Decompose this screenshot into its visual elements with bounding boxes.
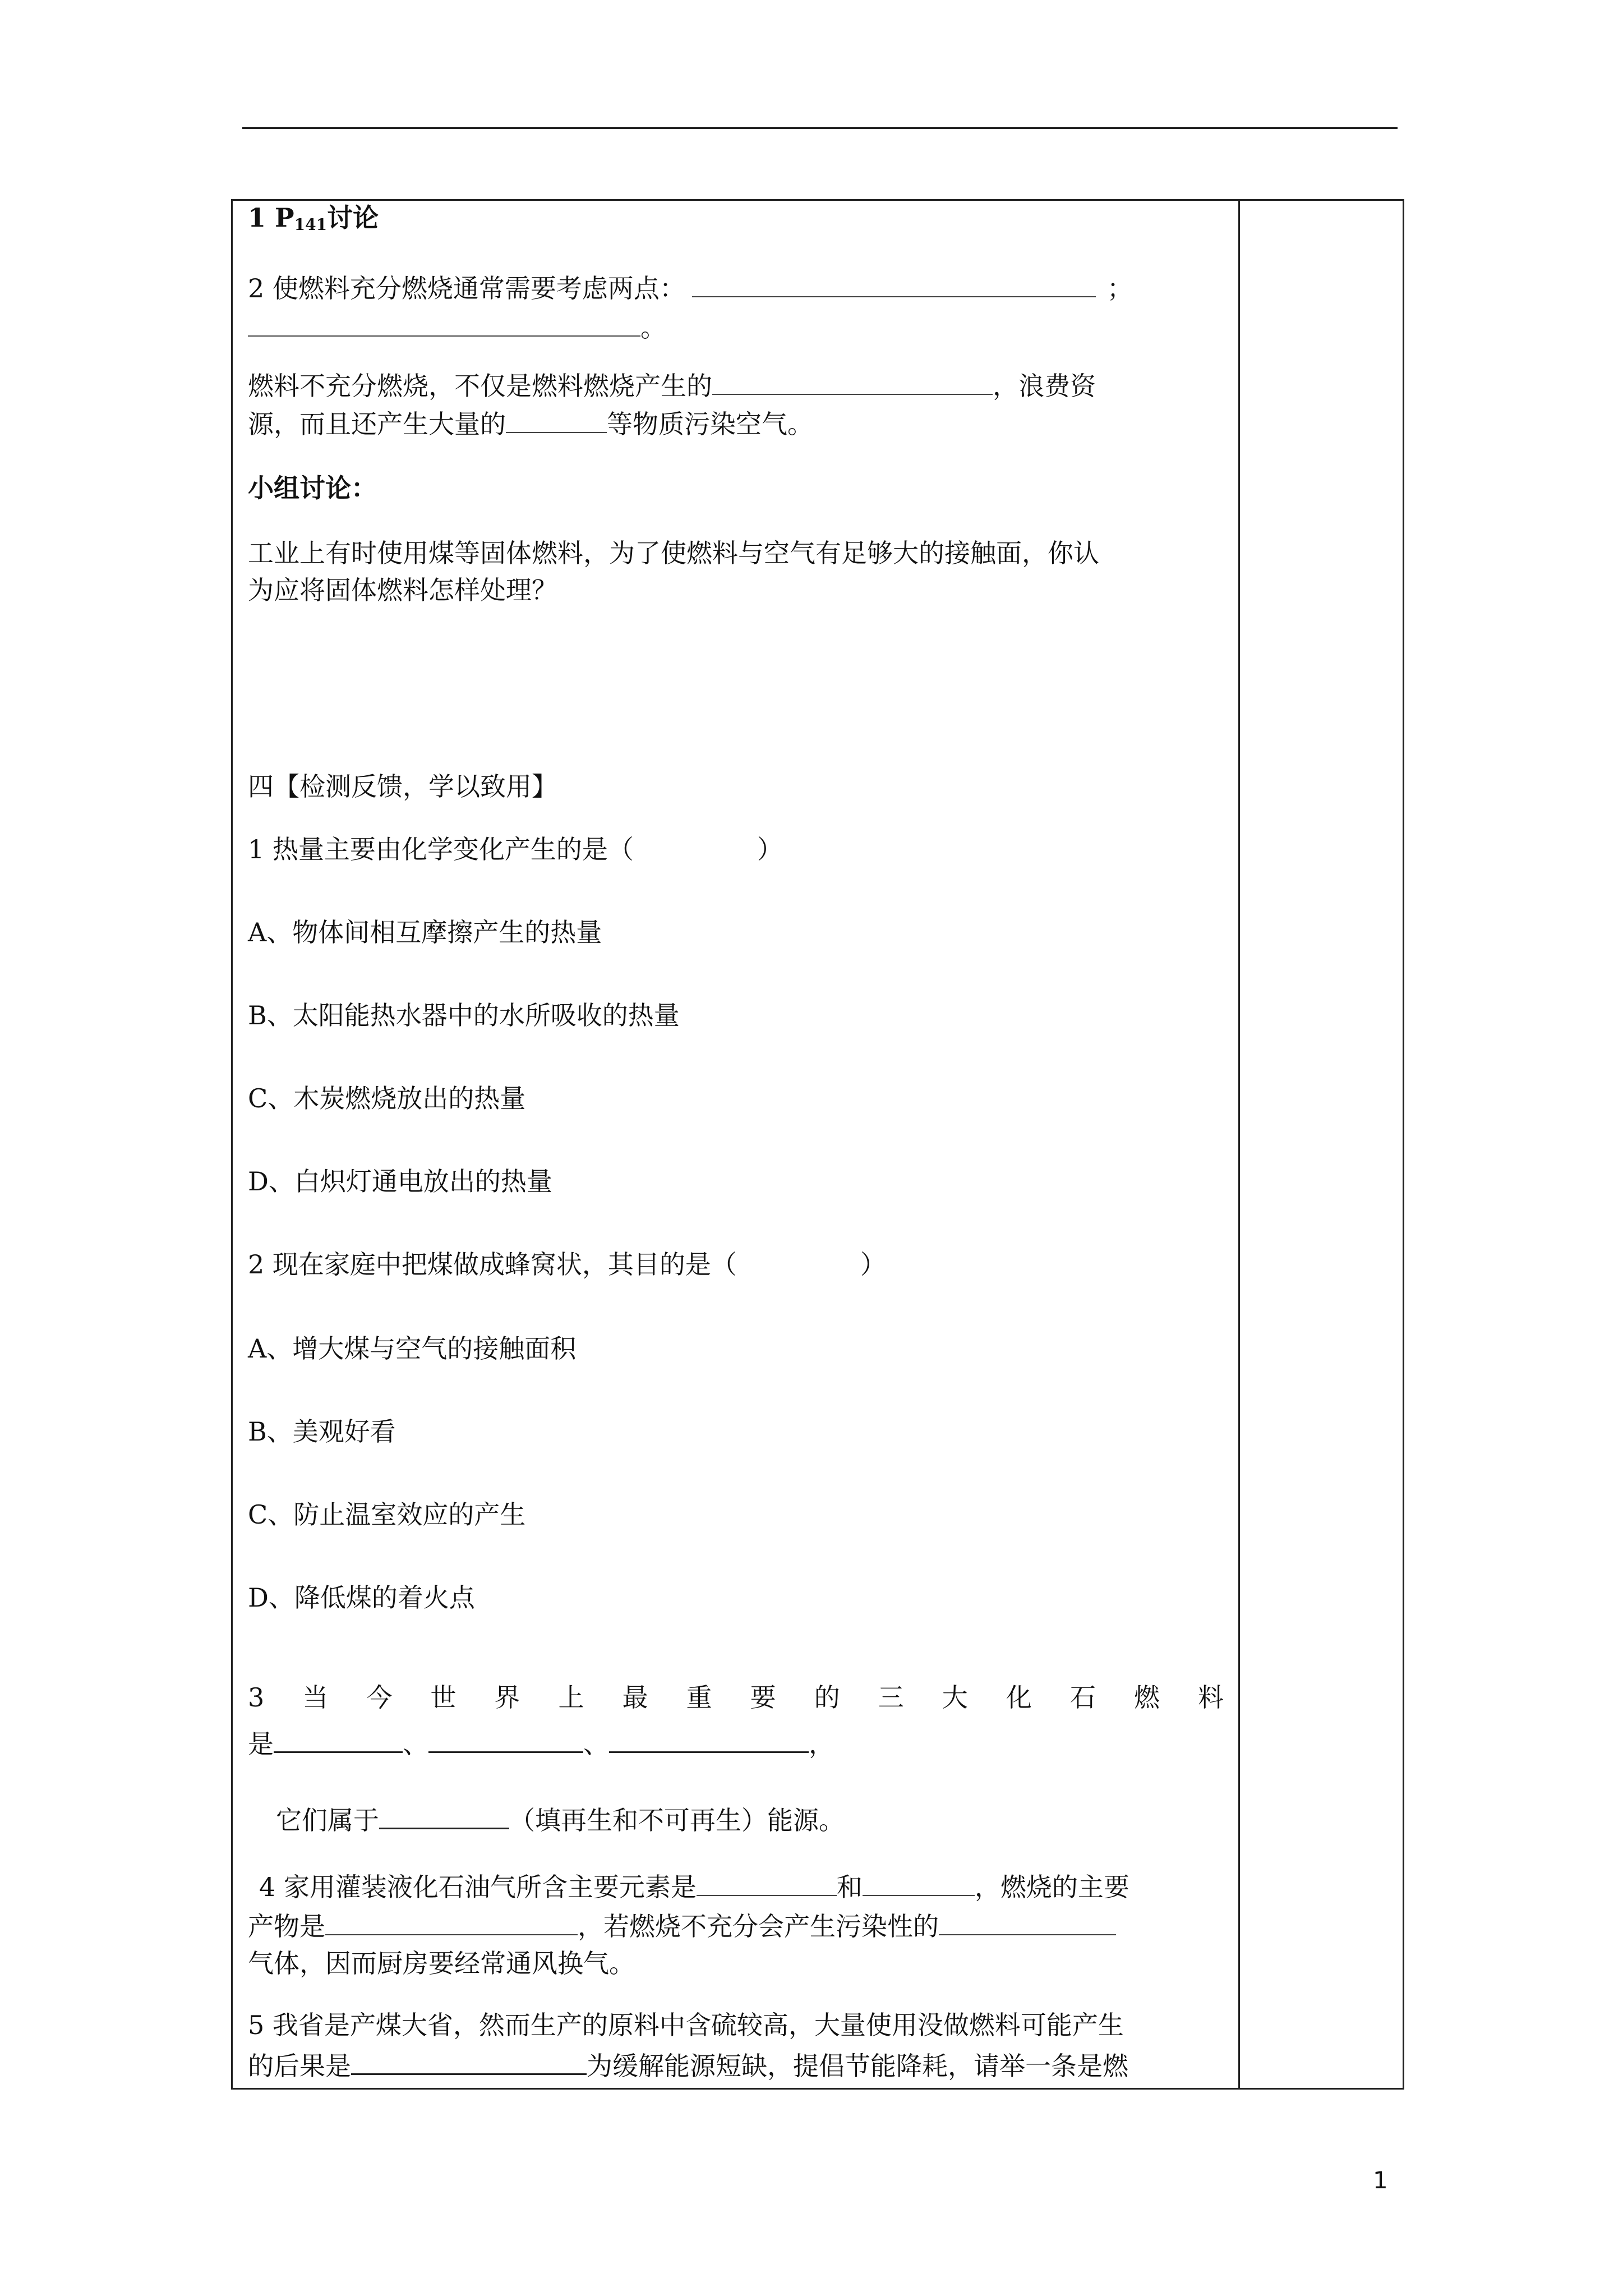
fill-blank[interactable] [506,406,607,433]
fill-blank[interactable] [274,1726,403,1753]
question-2-option-d: D、降低煤的着火点 [248,1582,475,1613]
item-2-line-2: 。 [248,310,1224,344]
question-1-option-c: C、木炭燃烧放出的热量 [248,1083,526,1114]
question-1-option-d: D、白炽灯通电放出的热量 [248,1166,552,1197]
header-rule [242,127,1398,129]
fill-blank[interactable] [939,1908,1116,1935]
question-3-line-2: 是 、 、 ， [248,1726,1224,1761]
item-3-line-1: 燃料不充分燃烧，不仅是燃料燃烧产生的 ，浪费资 [248,368,1224,403]
item-3-line-2: 源，而且还产生大量的 等物质污染空气。 [248,406,1224,441]
group-discussion-title: 小组讨论： [248,473,377,503]
fill-blank[interactable] [712,368,993,395]
question-4-line-2: 产物是 ，若燃烧不充分会产生污染性的 [248,1908,1224,1943]
question-1-stem: 1 热量主要由化学变化产生的是（ ） [248,834,783,864]
question-2-option-c: C、防止温室效应的产生 [248,1499,526,1530]
fill-blank[interactable] [863,1869,975,1896]
question-4-line-1: 4 家用灌装液化石油气所含主要元素是 和 ，燃烧的主要 [259,1869,1235,1904]
fill-blank[interactable] [609,1726,809,1753]
question-3-line-1: 3 当 今 世 界 上 最 重 要 的 三 大 化 石 燃 料 [248,1682,1224,1713]
group-question-line-1: 工业上有时使用煤等固体燃料，为了使燃料与空气有足够大的接触面，你认 [248,538,1099,568]
fill-blank[interactable] [697,1869,837,1896]
item-1-heading: 1 $P_{141}$讨论 [248,203,379,234]
question-2-option-b: B、美观好看 [248,1416,396,1447]
fill-blank[interactable] [351,2047,587,2075]
question-4-line-3: 气体，因而厨房要经常通风换气。 [248,1948,635,1978]
question-1-option-b: B、太阳能热水器中的水所吸收的热量 [248,1000,680,1030]
fill-blank[interactable] [379,1802,509,1829]
question-1-option-a: A、物体间相互摩擦产生的热量 [248,917,602,947]
group-question-line-2: 为应将固体燃料怎样处理？ [248,575,557,605]
fill-blank[interactable] [325,1908,578,1935]
fill-blank[interactable] [428,1726,583,1753]
question-3-line-3: 它们属于 （填再生和不可再生）能源。 [276,1802,1252,1837]
fill-blank[interactable] [248,310,640,337]
page-number: 1 [1373,2166,1388,2194]
question-2-stem: 2 现在家庭中把煤做成蜂窝状，其目的是（ ） [248,1249,886,1280]
item-2-line-1: 2 使燃料充分燃烧通常需要考虑两点： ； [248,270,1224,305]
section-4-title: 四【检测反馈，学以致用】 [248,771,557,802]
question-5-line-2: 的后果是 为缓解能源短缺，提倡节能降耗，请举一条是燃 [248,2047,1224,2083]
question-2-option-a: A、增大煤与空气的接触面积 [248,1333,577,1364]
question-5-line-1: 5 我省是产煤大省，然而生产的原料中含硫较高，大量使用没做燃料可能产生 [248,2010,1124,2040]
fill-blank[interactable] [692,270,1096,297]
